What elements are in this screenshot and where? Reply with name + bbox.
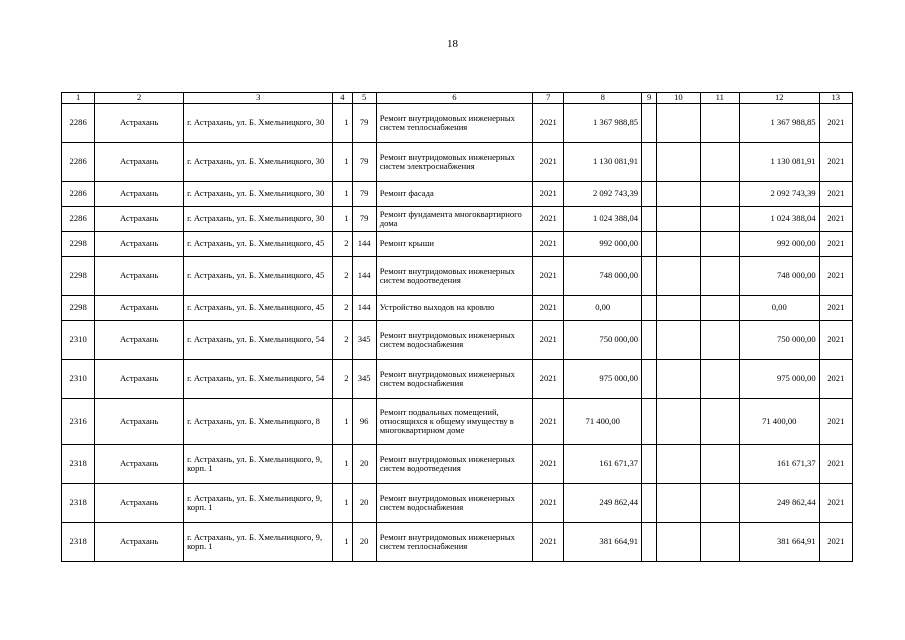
- cell-total: 1 024 388,04: [739, 207, 819, 232]
- cell-address: г. Астрахань, ул. Б. Хмельницкого, 8: [184, 399, 333, 445]
- cell-work-type: Ремонт внутридомовых инженерных систем теплоснабжения: [376, 523, 532, 562]
- cell-year: 2021: [533, 484, 564, 523]
- cell-col4: 1: [333, 399, 352, 445]
- cell-col10: [657, 104, 700, 143]
- cell-col4: 1: [333, 143, 352, 182]
- cell-number: 2318: [62, 484, 95, 523]
- cell-year: 2021: [533, 257, 564, 296]
- table-row: [62, 104, 853, 143]
- cell-total: 975 000,00: [739, 360, 819, 399]
- cell-amount: 992 000,00: [564, 232, 642, 257]
- cell-col9: [642, 143, 657, 182]
- table-row: [62, 232, 853, 257]
- cell-col4: 2: [333, 232, 352, 257]
- cell-amount: 1 024 388,04: [564, 207, 642, 232]
- cell-col9: [642, 484, 657, 523]
- cell-col11: [700, 207, 739, 232]
- cell-address: г. Астрахань, ул. Б. Хмельницкого, 30: [184, 143, 333, 182]
- cell-number: 2310: [62, 321, 95, 360]
- cell-col4: 1: [333, 484, 352, 523]
- cell-year: 2021: [533, 143, 564, 182]
- cell-work-type: Ремонт фасада: [376, 182, 532, 207]
- cell-year: 2021: [533, 523, 564, 562]
- cell-col11: [700, 360, 739, 399]
- cell-col11: [700, 523, 739, 562]
- column-header: 3: [184, 93, 333, 104]
- table-row: [62, 399, 853, 445]
- cell-work-type: Ремонт внутридомовых инженерных систем водоотведения: [376, 445, 532, 484]
- cell-year: 2021: [533, 182, 564, 207]
- cell-number: 2318: [62, 523, 95, 562]
- cell-col11: [700, 104, 739, 143]
- cell-amount: 161 671,37: [564, 445, 642, 484]
- cell-col10: [657, 484, 700, 523]
- cell-col4: 2: [333, 321, 352, 360]
- cell-number: 2298: [62, 232, 95, 257]
- cell-col10: [657, 360, 700, 399]
- table-row: [62, 321, 853, 360]
- cell-total: 249 862,44: [739, 484, 819, 523]
- column-header: 10: [657, 93, 700, 104]
- cell-col5: 345: [352, 321, 376, 360]
- column-header: 13: [819, 93, 852, 104]
- cell-number: 2286: [62, 104, 95, 143]
- cell-col10: [657, 257, 700, 296]
- cell-col9: [642, 360, 657, 399]
- cell-total: 381 664,91: [739, 523, 819, 562]
- cell-year: 2021: [533, 321, 564, 360]
- cell-year-end: 2021: [819, 182, 852, 207]
- cell-col10: [657, 445, 700, 484]
- cell-amount: 0,00: [564, 296, 642, 321]
- cell-col11: [700, 399, 739, 445]
- cell-col11: [700, 321, 739, 360]
- cell-amount: 975 000,00: [564, 360, 642, 399]
- cell-number: 2286: [62, 207, 95, 232]
- cell-year-end: 2021: [819, 296, 852, 321]
- cell-col9: [642, 523, 657, 562]
- cell-city: Астрахань: [95, 321, 184, 360]
- table-row: [62, 484, 853, 523]
- cell-col4: 1: [333, 182, 352, 207]
- cell-city: Астрахань: [95, 523, 184, 562]
- cell-col10: [657, 399, 700, 445]
- cell-work-type: Ремонт внутридомовых инженерных систем водоснабжения: [376, 484, 532, 523]
- table-row: [62, 207, 853, 232]
- table-row: [62, 360, 853, 399]
- cell-amount: 2 092 743,39: [564, 182, 642, 207]
- cell-col9: [642, 104, 657, 143]
- cell-col5: 144: [352, 296, 376, 321]
- cell-city: Астрахань: [95, 182, 184, 207]
- cell-city: Астрахань: [95, 296, 184, 321]
- cell-col5: 79: [352, 104, 376, 143]
- table-row: [62, 257, 853, 296]
- cell-address: г. Астрахань, ул. Б. Хмельницкого, 54: [184, 360, 333, 399]
- cell-address: г. Астрахань, ул. Б. Хмельницкого, 45: [184, 232, 333, 257]
- cell-work-type: Устройство выходов на кровлю: [376, 296, 532, 321]
- cell-city: Астрахань: [95, 232, 184, 257]
- table-row: [62, 296, 853, 321]
- cell-year: 2021: [533, 207, 564, 232]
- cell-city: Астрахань: [95, 399, 184, 445]
- cell-col11: [700, 232, 739, 257]
- cell-col5: 20: [352, 523, 376, 562]
- cell-col11: [700, 182, 739, 207]
- cell-year: 2021: [533, 360, 564, 399]
- cell-work-type: Ремонт внутридомовых инженерных систем водоснабжения: [376, 321, 532, 360]
- cell-address: г. Астрахань, ул. Б. Хмельницкого, 9, корп. 1: [184, 445, 333, 484]
- cell-address: г. Астрахань, ул. Б. Хмельницкого, 45: [184, 257, 333, 296]
- column-header: 9: [642, 93, 657, 104]
- cell-col5: 345: [352, 360, 376, 399]
- cell-work-type: Ремонт внутридомовых инженерных систем водоснабжения: [376, 360, 532, 399]
- cell-col4: 1: [333, 445, 352, 484]
- cell-work-type: Ремонт фундамента многоквартирного дома: [376, 207, 532, 232]
- cell-address: г. Астрахань, ул. Б. Хмельницкого, 9, корп. 1: [184, 523, 333, 562]
- cell-total: 1 367 988,85: [739, 104, 819, 143]
- cell-col5: 20: [352, 484, 376, 523]
- cell-col4: 2: [333, 296, 352, 321]
- cell-city: Астрахань: [95, 360, 184, 399]
- cell-year-end: 2021: [819, 232, 852, 257]
- cell-work-type: Ремонт подвальных помещений, относящихся к общему имуществу в многоквартирном доме: [376, 399, 532, 445]
- column-numbers-row: [62, 93, 853, 104]
- cell-total: 0,00: [739, 296, 819, 321]
- cell-year-end: 2021: [819, 321, 852, 360]
- cell-col10: [657, 207, 700, 232]
- cell-col10: [657, 296, 700, 321]
- column-header: 12: [739, 93, 819, 104]
- cell-amount: 748 000,00: [564, 257, 642, 296]
- column-header: 11: [700, 93, 739, 104]
- table-row: [62, 445, 853, 484]
- cell-year-end: 2021: [819, 143, 852, 182]
- cell-work-type: Ремонт внутридомовых инженерных систем электроснабжения: [376, 143, 532, 182]
- cell-col9: [642, 257, 657, 296]
- cell-col10: [657, 523, 700, 562]
- cell-col10: [657, 143, 700, 182]
- table-row: [62, 143, 853, 182]
- cell-col9: [642, 321, 657, 360]
- column-header: 2: [95, 93, 184, 104]
- cell-col11: [700, 257, 739, 296]
- cell-col9: [642, 445, 657, 484]
- cell-year: 2021: [533, 232, 564, 257]
- cell-total: 161 671,37: [739, 445, 819, 484]
- cell-amount: 750 000,00: [564, 321, 642, 360]
- column-header: 7: [533, 93, 564, 104]
- cell-city: Астрахань: [95, 104, 184, 143]
- cell-city: Астрахань: [95, 257, 184, 296]
- cell-col10: [657, 182, 700, 207]
- cell-work-type: Ремонт внутридомовых инженерных систем водоотведения: [376, 257, 532, 296]
- column-header: 5: [352, 93, 376, 104]
- cell-total: 750 000,00: [739, 321, 819, 360]
- cell-year: 2021: [533, 296, 564, 321]
- cell-total: 71 400,00: [739, 399, 819, 445]
- cell-address: г. Астрахань, ул. Б. Хмельницкого, 30: [184, 104, 333, 143]
- cell-number: 2298: [62, 296, 95, 321]
- cell-col5: 79: [352, 207, 376, 232]
- page-number: 18: [447, 38, 458, 50]
- cell-col4: 2: [333, 257, 352, 296]
- column-header: 6: [376, 93, 532, 104]
- cell-address: г. Астрахань, ул. Б. Хмельницкого, 30: [184, 182, 333, 207]
- cell-col5: 79: [352, 182, 376, 207]
- cell-city: Астрахань: [95, 207, 184, 232]
- cell-number: 2310: [62, 360, 95, 399]
- cell-col9: [642, 399, 657, 445]
- cell-year: 2021: [533, 399, 564, 445]
- cell-col5: 96: [352, 399, 376, 445]
- table-row: [62, 523, 853, 562]
- cell-col9: [642, 296, 657, 321]
- cell-col10: [657, 232, 700, 257]
- cell-address: г. Астрахань, ул. Б. Хмельницкого, 30: [184, 207, 333, 232]
- cell-col4: 2: [333, 360, 352, 399]
- cell-amount: 249 862,44: [564, 484, 642, 523]
- cell-city: Астрахань: [95, 484, 184, 523]
- cell-year: 2021: [533, 104, 564, 143]
- cell-col11: [700, 484, 739, 523]
- cell-col4: 1: [333, 207, 352, 232]
- cell-year: 2021: [533, 445, 564, 484]
- cell-total: 2 092 743,39: [739, 182, 819, 207]
- cell-col10: [657, 321, 700, 360]
- cell-amount: 1 367 988,85: [564, 104, 642, 143]
- cell-city: Астрахань: [95, 445, 184, 484]
- cell-work-type: Ремонт крыши: [376, 232, 532, 257]
- cell-col11: [700, 296, 739, 321]
- column-header: 1: [62, 93, 95, 104]
- cell-amount: 1 130 081,91: [564, 143, 642, 182]
- cell-number: 2286: [62, 143, 95, 182]
- cell-col9: [642, 207, 657, 232]
- cell-col4: 1: [333, 523, 352, 562]
- cell-year-end: 2021: [819, 445, 852, 484]
- repair-program-table: [61, 92, 853, 562]
- cell-col5: 144: [352, 232, 376, 257]
- cell-year-end: 2021: [819, 360, 852, 399]
- cell-number: 2286: [62, 182, 95, 207]
- cell-address: г. Астрахань, ул. Б. Хмельницкого, 45: [184, 296, 333, 321]
- cell-amount: 381 664,91: [564, 523, 642, 562]
- cell-col9: [642, 232, 657, 257]
- cell-city: Астрахань: [95, 143, 184, 182]
- cell-number: 2298: [62, 257, 95, 296]
- cell-total: 748 000,00: [739, 257, 819, 296]
- cell-year-end: 2021: [819, 523, 852, 562]
- cell-work-type: Ремонт внутридомовых инженерных систем теплоснабжения: [376, 104, 532, 143]
- cell-total: 992 000,00: [739, 232, 819, 257]
- cell-col5: 20: [352, 445, 376, 484]
- cell-number: 2318: [62, 445, 95, 484]
- cell-amount: 71 400,00: [564, 399, 642, 445]
- cell-year-end: 2021: [819, 399, 852, 445]
- cell-number: 2316: [62, 399, 95, 445]
- cell-col4: 1: [333, 104, 352, 143]
- cell-year-end: 2021: [819, 257, 852, 296]
- cell-col5: 79: [352, 143, 376, 182]
- cell-address: г. Астрахань, ул. Б. Хмельницкого, 54: [184, 321, 333, 360]
- cell-year-end: 2021: [819, 104, 852, 143]
- cell-col5: 144: [352, 257, 376, 296]
- cell-col9: [642, 182, 657, 207]
- column-header: 8: [564, 93, 642, 104]
- cell-col11: [700, 143, 739, 182]
- cell-year-end: 2021: [819, 207, 852, 232]
- cell-total: 1 130 081,91: [739, 143, 819, 182]
- cell-col11: [700, 445, 739, 484]
- table-row: [62, 182, 853, 207]
- cell-address: г. Астрахань, ул. Б. Хмельницкого, 9, корп. 1: [184, 484, 333, 523]
- column-header: 4: [333, 93, 352, 104]
- cell-year-end: 2021: [819, 484, 852, 523]
